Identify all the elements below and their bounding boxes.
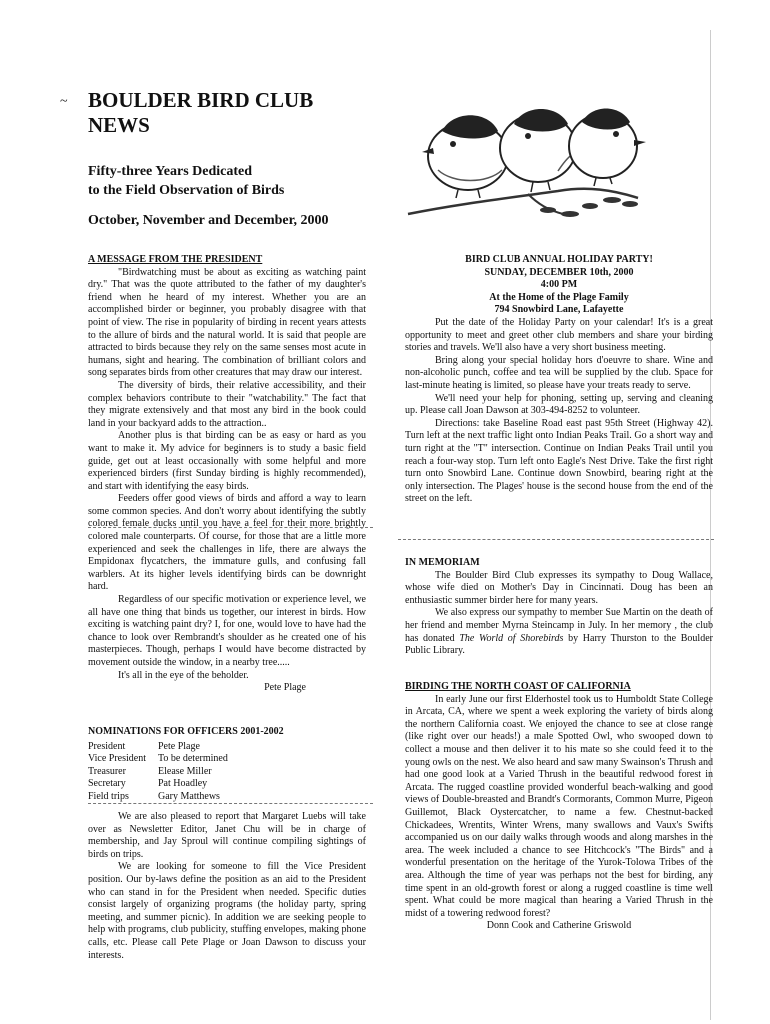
officer-role: Secretary (88, 778, 126, 790)
president-paragraph: Regardless of our specific motivation or experience level, we all have one thing that binds us together, our interest in birds. How exciting is watching paint dry? I, for one, would love to have had the chance to look over Rembrandt's shoulder as he created one of his masterpieces. Though, perhaps I would have become distracted by movement outside the window, in a nearby tree..... (88, 594, 366, 668)
section-divider (88, 803, 373, 804)
officer-name: Elease Miller (158, 765, 212, 777)
announcements-section (88, 811, 366, 962)
officer-name: Pat Hoadley (158, 778, 208, 790)
fold-line (88, 527, 373, 528)
president-message (88, 254, 366, 695)
title-line-2: NEWS (88, 113, 150, 137)
officer-role: President (88, 740, 126, 752)
masthead-bullet: ~ (60, 94, 68, 109)
officer-list (88, 741, 366, 804)
book-title: The World of Shorebirds (459, 632, 564, 644)
officer-row (88, 791, 366, 804)
president-paragraph: "Birdwatching must be about as exciting as watching paint dry." That was the quote attributed to the father of my daughter's friend when he heard of my interest. Whether you are an accomplished birder or beginner, you probably disagree with that point of view. The rise in popularity of birding in recent years attests to the allure of birds and the natural world. It is said that people are attracted to birds because they rely on the same senses most acute in humans, sight and hearing. The combination of brilliant colors and song separates birds from other creatures that may draw our interest. (88, 266, 366, 379)
officer-row (88, 766, 366, 779)
officer-role: Field trips (88, 790, 129, 802)
holiday-heading: BIRD CLUB ANNUAL HOLIDAY PARTY! (465, 254, 653, 265)
holiday-directions: Directions: take Baseline Road east past 95th Street (Highway 42). Turn left at the next traffic light onto Indian Peaks Trail. Go a short way and turn right at the "T" intersection. Continue on Indian Peaks Trail until you reach a four-way stop. Turn left onto Eagle's Nest Drive. Take the first right turn onto Snowbird Lane. Continue down Snowbird, bearing right at the only intersection. The Plages' house is the second house from the end of the street on the left. (405, 417, 713, 505)
holiday-time: 4:00 PM (540, 279, 578, 291)
president-signature: Pete Plage (264, 682, 306, 694)
officer-row (88, 753, 366, 766)
holiday-host: At the Home of the Plage Family (489, 291, 629, 303)
california-paragraph: In early June our first Elderhostel took us to Humboldt State College in Arcata, CA, where we spent a week exploring the variety of birds along the northern California coast. We enjoyed the chance to see at close range (like right over our heads!) a male Spotted Owl, who swooped down to collect a mouse and then deliver it to his mate so she could feed it to the young owls on the nest. We also heard and saw many Swainson's Thrush and had one good look at a Varied Thrush in the beautiful redwood forest in Arcata. The rugged coastline provided wonderful beach-walking and good views of Double-breasted and Brandt's Cormorants, Common Murre, Pigeon Guillemot, Black Oystercatcher, to name a few. Chestnut-backed Chickadees, Wrentits, Winter Wrens, many swallows and Vaux's Swifts accompanied us on our daily walks through woods and along marshes in the area. The week included a chance to see Hitchcock's "The Birds" and a wonderful presentation on the heritage of the Yurok-Tolowa Tribes of the area. Although the time of year was perhaps not the best for birding, any time spent in an old-growth forest or along a rugged coastline is time well spent. What could be more magical than hearing a Varied Thrush in the midst of a towering redwood forest? (405, 693, 713, 919)
announcement-paragraph: We are also pleased to report that Margaret Luebs will take over as Newsletter Editor, Janet Chu will be in charge of membership, and Jay Sproul will continue compiling sightings of birds on trips. (88, 811, 366, 860)
holiday-paragraph: Bring along your special holiday hors d'oeuvre to share. Wine and non-alcoholic punch, coffee and tea will be supplied by the club. Space for last-minute heating is limited, so please have your treats ready to serve. (405, 354, 713, 391)
officer-role: Treasurer (88, 765, 126, 777)
officer-row (88, 741, 366, 754)
president-heading: A MESSAGE FROM THE PRESIDENT (88, 254, 263, 265)
fold-line-right (398, 539, 714, 540)
california-heading: BIRDING THE NORTH COAST OF CALIFORNIA (405, 681, 631, 692)
announcement-paragraph: We are looking for someone to fill the Vice President position. Our by-laws define the position as an aid to the President who can stand in for the President when needed. Specific duties consist largely of organizing programs (the holiday party, spring meeting, and summer picnic). In addition we are seeking people to help with programs, club publicity, stuffing envelopes, making phone calls, etc. Please call Pete Plage or Joan Dawson to discuss your interests. (88, 861, 366, 961)
memoriam-paragraph (405, 607, 713, 657)
president-paragraph: It's all in the eye of the beholder. (118, 669, 249, 681)
holiday-paragraph: Put the date of the Holiday Party on your calendar! It's is a great opportunity to meet and greet other club members and share your birding stories and travels. We'll also have a very short business meeting. (405, 316, 713, 354)
nominations-section (88, 726, 366, 804)
president-paragraph: Another plus is that birding can be as easy or hard as you want to make it. My advice for beginners is to study a basic field guide, get out at least occasionally with some helpful and more experienced birders (first Sunday birding is highly recommended), and start with identifying the easy birds. (88, 430, 366, 492)
subtitle-line-1: Fifty-three Years Dedicated (88, 164, 253, 179)
holiday-party-section (405, 254, 713, 506)
officer-role: Vice President (88, 753, 146, 765)
officer-row (88, 778, 366, 791)
newsletter-title (88, 88, 408, 138)
president-paragraph: The diversity of birds, their relative accessibility, and their complex behaviors contribute to their "watchability." The fact that they migrate extensively and that most any bird in the book could land in your backyard adds to the attraction.. (88, 379, 366, 429)
california-section (405, 681, 713, 933)
officer-name: Gary Matthews (158, 790, 220, 802)
memoriam-text: We also express our sympathy to member Sue Martin on the death of her friend and member Myrna Steincamp in July. In her memory , the club has donated (405, 607, 713, 644)
officer-name: Pete Plage (158, 740, 200, 752)
memoriam-heading: IN MEMORIAM (405, 557, 480, 568)
nominations-heading: NOMINATIONS FOR OFFICERS 2001-2002 (88, 726, 284, 737)
chickadee-illustration (398, 86, 648, 226)
holiday-date: SUNDAY, DECEMBER 10th, 2000 (484, 266, 634, 278)
issue-date: October, November and December, 2000 (88, 213, 329, 228)
holiday-address: 794 Snowbird Lane, Lafayette (494, 304, 624, 316)
holiday-paragraph: We'll need your help for phoning, setting up, serving and cleaning up. Please call Joan Dawson at 303-494-8252 to volunteer. (405, 392, 713, 417)
newsletter-subtitle (88, 162, 418, 200)
title-line-1: BOULDER BIRD CLUB (88, 88, 314, 112)
subtitle-line-2: to the Field Observation of Birds (88, 183, 285, 198)
memoriam-section (405, 557, 713, 658)
memoriam-text: by Harry Thurston to the Boulder Public Library. (405, 632, 713, 657)
memoriam-paragraph: The Boulder Bird Club expresses its sympathy to Doug Wallace, whose wife died on Mother's Day in Cincinnati. Doug has been an enthusiastic summer birder here for many years. (405, 569, 713, 606)
california-signature: Donn Cook and Catherine Griswold (486, 920, 632, 932)
president-paragraph: Feeders offer good views of birds and afford a way to learn some common species. And don't worry about identifying the subtly colored female ducks until you have a feel for their more brightly colored male counterparts. Of course, for those that are a little more experienced and seek the challenges in life, there are always the Empidonax flycatchers, the immature gulls, and confusing fall warblers. At its higher levels identifying birds can be downright hard. (88, 493, 366, 593)
officer-name: To be determined (158, 753, 228, 765)
